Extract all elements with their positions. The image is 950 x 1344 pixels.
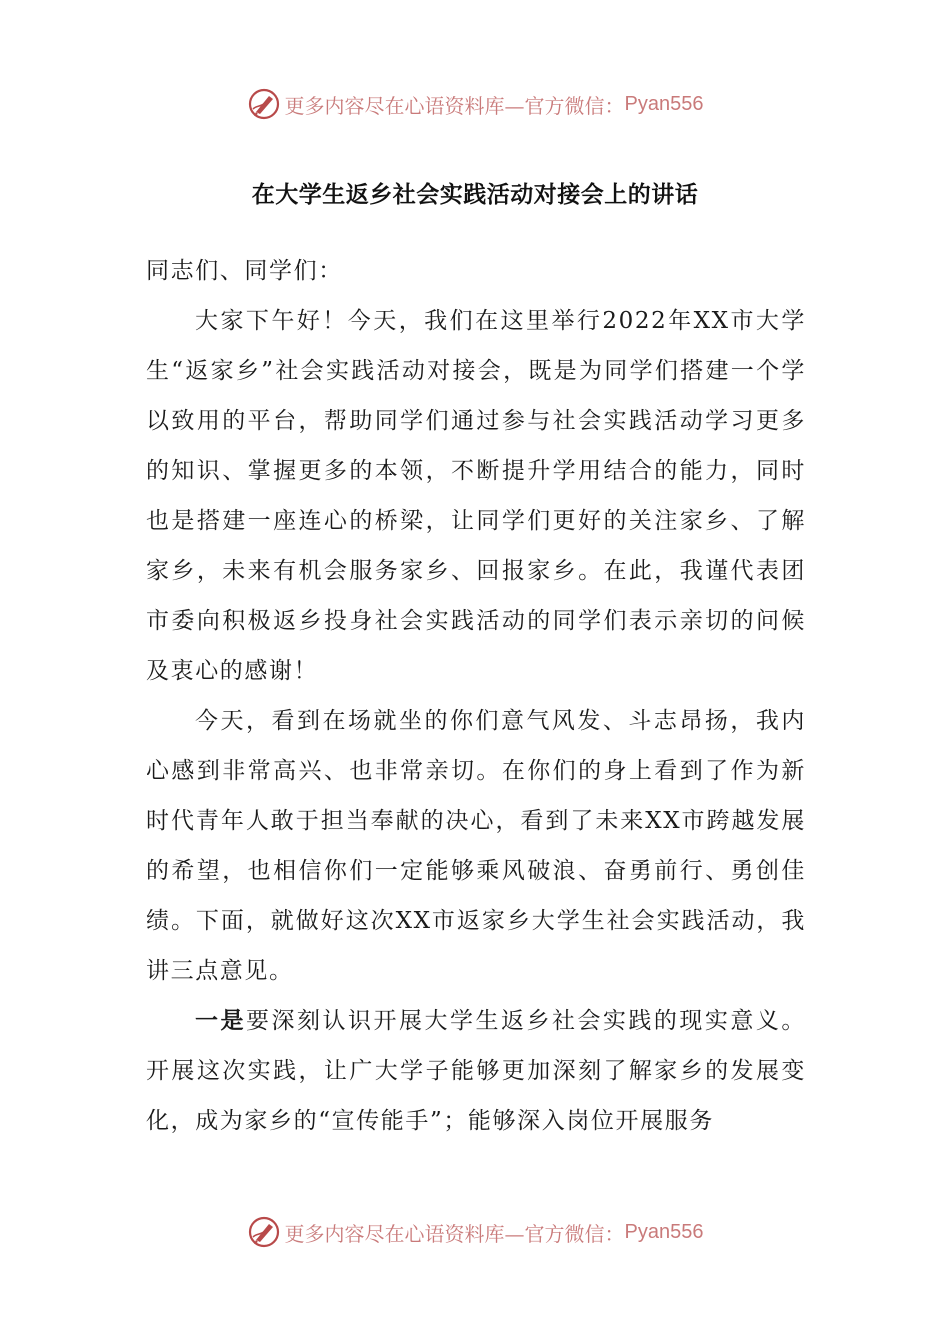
banner-text: 更多内容尽在心语资料库—官方微信： xyxy=(284,1221,625,1246)
paragraph-2: 今天，看到在场就坐的你们意气风发、斗志昂扬，我内心感到非常高兴、也非常亲切。在你们的身上看到了作为新时代青年人敢于担当奉献的决心，看到了未来XX市跨越发展的希望，也相信你们一定能够乘风破浪、奋勇前行、勇创佳绩。下面，就做好这次XX市返家乡大学生社会实践活动，我讲三点意见。 xyxy=(146,708,806,984)
header-watermark-banner xyxy=(0,82,950,126)
banner-wechat-id: Pyan556 xyxy=(624,92,704,115)
document-title: 在大学生返乡社会实践活动对接会上的讲话 xyxy=(251,182,699,208)
pen-logo-icon xyxy=(247,1215,281,1249)
paragraph-3 xyxy=(146,996,806,1146)
banner-wechat-id: Pyan556 xyxy=(624,1220,704,1243)
banner-text: 更多内容尽在心语资料库—官方微信： xyxy=(284,93,625,118)
pen-logo-icon xyxy=(247,87,281,121)
point-one-lead: 一是 xyxy=(195,1008,246,1034)
point-one-text: 要深刻认识开展大学生返乡社会实践的现实意义。开展这次实践，让广大学子能够更加深刻了解家乡的发展变化，成为家乡的“宣传能手”；能够深入岗位开展服务 xyxy=(146,1008,807,1134)
paragraph-1: 大家下午好！今天，我们在这里举行2022年XX市大学生“返家乡”社会实践活动对接会，既是为同学们搭建一个学以致用的平台，帮助同学们通过参与社会实践活动学习更多的知识、掌握更多的本领，不断提升学用结合的能力，同时也是搭建一座连心的桥梁，让同学们更好的关注家乡、了解家乡，未来有机会服务家乡、回报家乡。在此，我谨代表团市委向积极返乡投身社会实践活动的同学们表示亲切的问候及衷心的感谢！ xyxy=(146,308,806,684)
salutation: 同志们、同学们： xyxy=(146,258,343,284)
footer-watermark-banner xyxy=(0,1210,950,1254)
document-body xyxy=(146,246,806,1146)
